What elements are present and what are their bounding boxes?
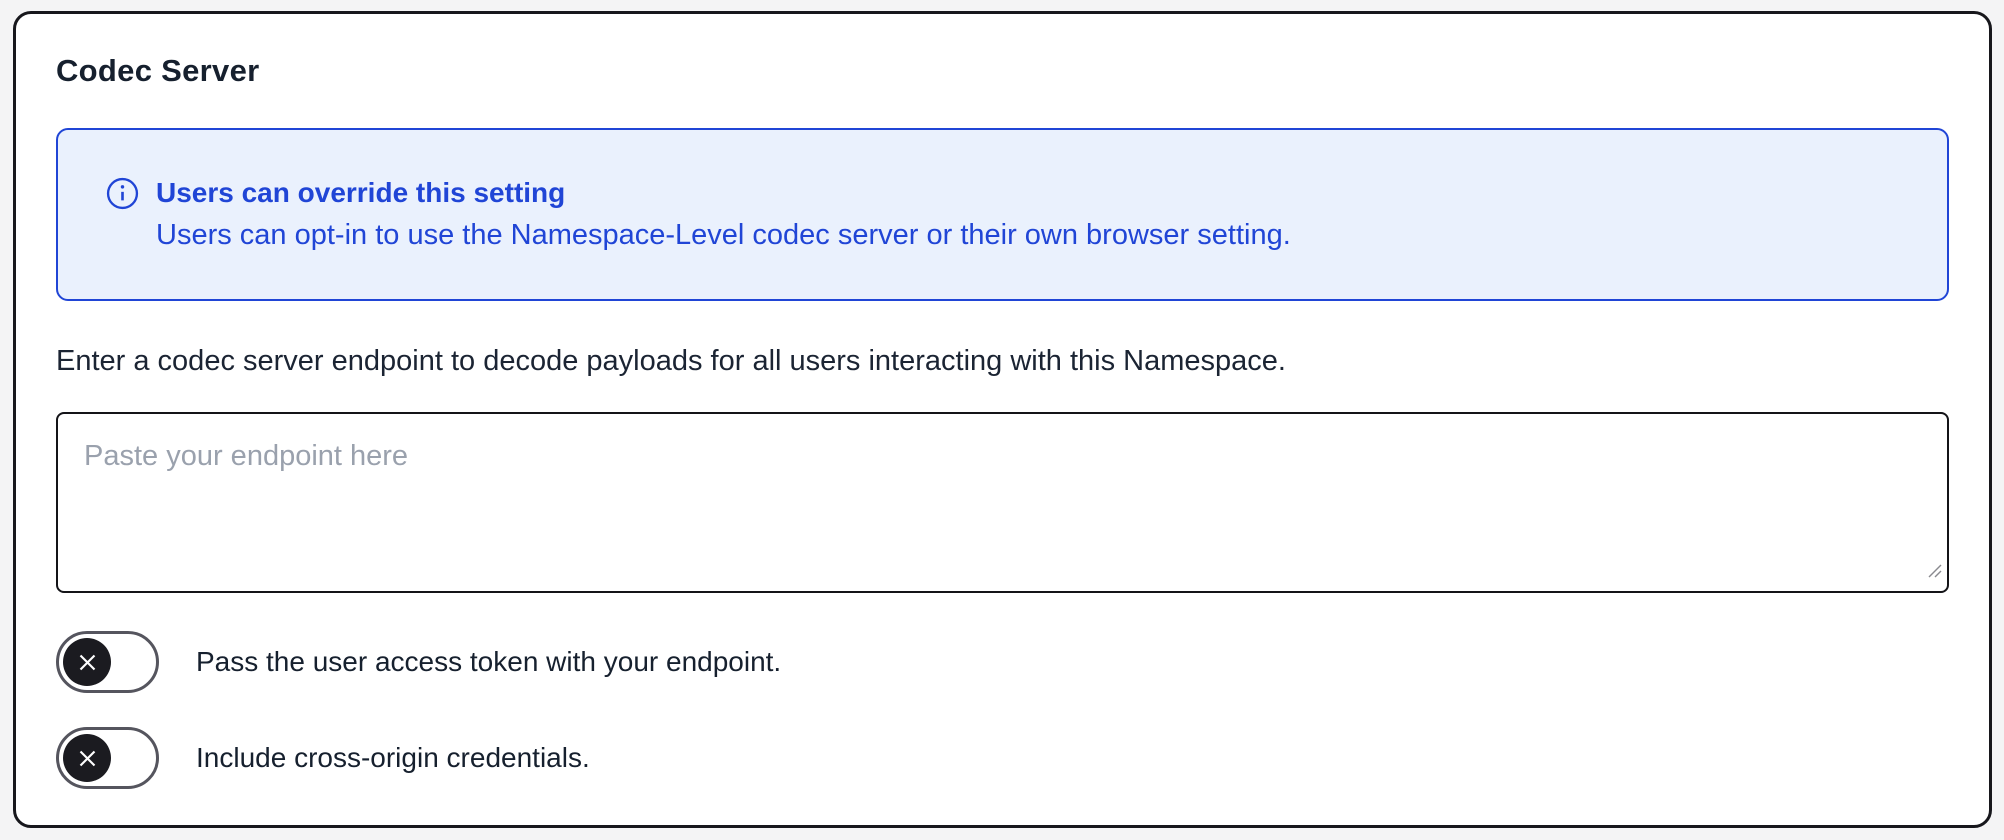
info-icon: [106, 175, 139, 210]
toggle-label-access-token: Pass the user access token with your endpoint.: [196, 646, 782, 677]
toggle-off-x-icon: [63, 638, 111, 686]
info-alert: [56, 128, 1949, 301]
alert-description: Users can opt-in to use the Namespace-Level codec server or their own browser setting.: [156, 219, 1291, 251]
page-title: Codec Server: [56, 53, 260, 88]
alert-title: Users can override this setting: [156, 177, 566, 208]
endpoint-instruction: Enter a codec server endpoint to decode payloads for all users interacting with this Namespace.: [56, 345, 1286, 377]
toggle-row-cross-origin: [56, 727, 1949, 789]
endpoint-input[interactable]: [56, 412, 1949, 593]
toggle-row-access-token: [56, 631, 1949, 693]
toggle-off-x-icon: [63, 734, 111, 782]
endpoint-input-wrapper: [56, 412, 1949, 593]
pass-access-token-toggle[interactable]: [56, 631, 159, 693]
codec-server-card: [13, 11, 1992, 828]
alert-body: [156, 175, 1291, 254]
cross-origin-credentials-toggle[interactable]: [56, 727, 159, 789]
toggle-label-cross-origin: Include cross-origin credentials.: [196, 742, 590, 773]
